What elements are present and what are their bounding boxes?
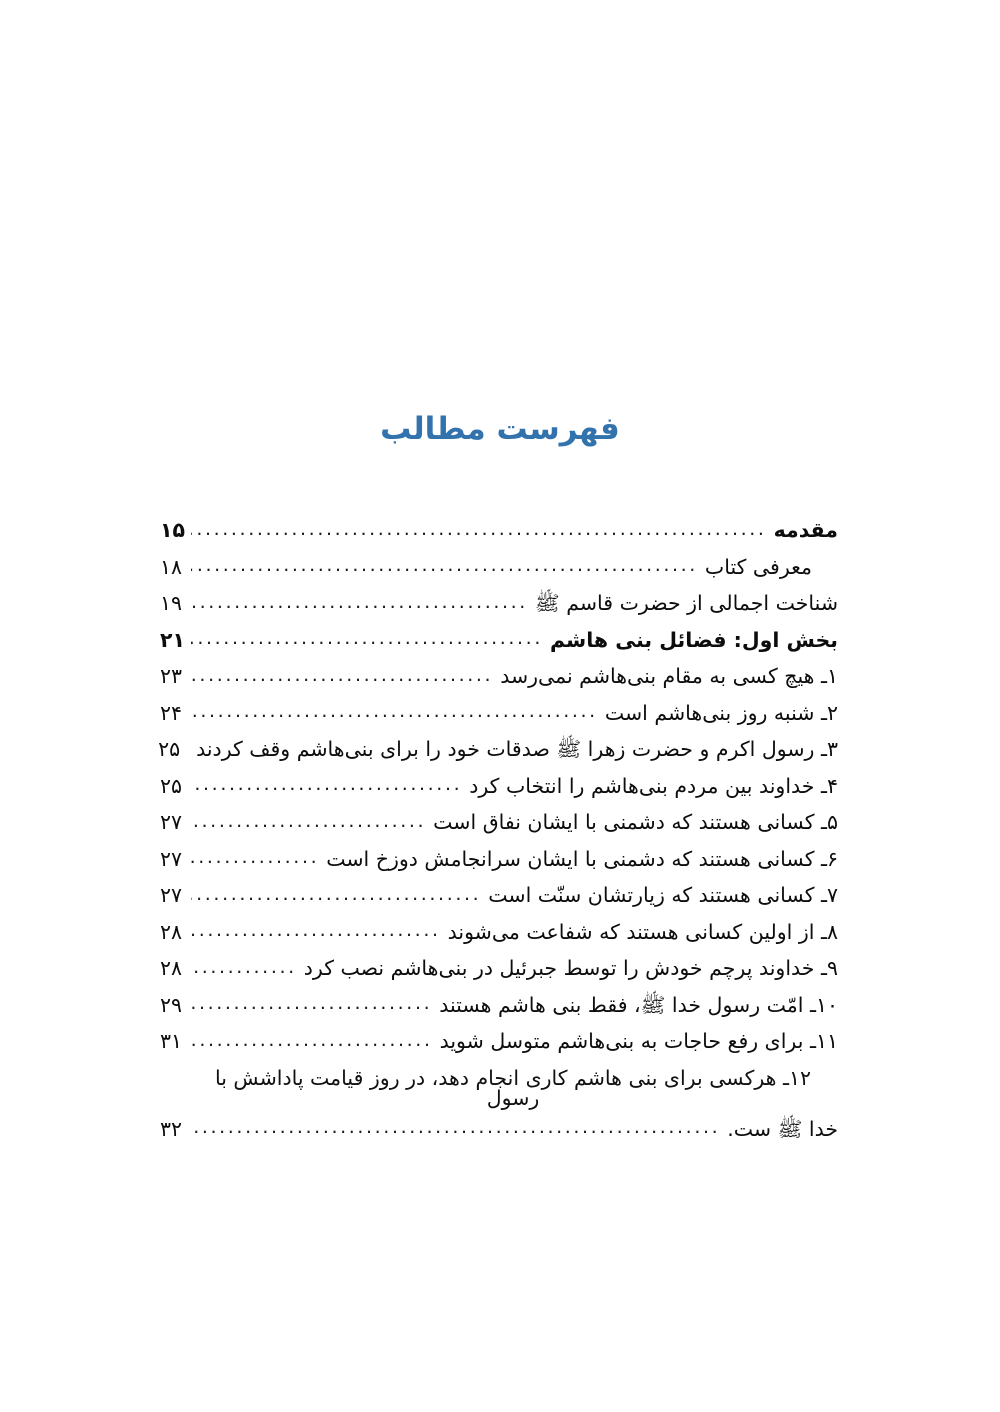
toc-entry-page: ۲۷ <box>160 810 183 834</box>
toc-entry-label: ۶ـ کسانی هستند که دشمنی با ایشان سرانجامش دوزخ است <box>326 846 838 871</box>
toc-entry-label: ۹ـ خداوند پرچم خودش را توسط جبرئیل در بنی‌هاشم نصب کرد <box>303 956 838 980</box>
toc-entry-page: ۲۷ <box>160 883 183 907</box>
toc-entry[interactable] <box>160 958 840 979</box>
toc-entry-page: ۲۵ <box>160 773 183 798</box>
toc-entry[interactable] <box>160 739 840 760</box>
toc-entry[interactable] <box>160 700 840 725</box>
toc-entry-wrapped-tail[interactable] <box>160 1116 840 1141</box>
dot-leader <box>191 593 528 614</box>
toc-entry[interactable] <box>160 919 840 944</box>
dot-leader <box>191 776 462 797</box>
dot-leader <box>191 666 493 687</box>
toc-entry-page: ۲۵ <box>158 737 181 761</box>
toc-entry[interactable] <box>160 627 840 652</box>
toc-entry-page: ۳۱ <box>160 1029 183 1053</box>
toc-entry-page: ۲۱ <box>160 627 186 652</box>
toc-entry-label: مقدمه <box>773 518 838 542</box>
toc-entry-label: معرفی کتاب <box>704 554 812 579</box>
table-of-contents-list <box>160 520 840 1155</box>
toc-entry-page: ۱۹ <box>160 591 183 615</box>
toc-entry-page: ۲۸ <box>160 919 183 944</box>
dot-leader <box>191 812 426 833</box>
toc-entry-page: ۲۷ <box>160 846 183 871</box>
toc-entry-label: ۸ـ از اولین کسانی هستند که شفاعت می‌شوند <box>447 919 838 944</box>
dot-leader <box>191 1031 433 1052</box>
toc-entry[interactable] <box>160 554 840 579</box>
toc-entry-label: ۱ـ هیچ کسی به مقام بنی‌هاشم نمی‌رسد <box>500 664 838 688</box>
dot-leader <box>191 630 543 651</box>
toc-entry-label: ۵ـ کسانی هستند که دشمنی با ایشان نفاق است <box>433 810 838 834</box>
toc-entry[interactable] <box>160 520 840 541</box>
toc-entry-label-line2: خدا ﷺ ست. <box>727 1116 838 1141</box>
toc-entry[interactable] <box>160 1031 840 1052</box>
toc-entry[interactable] <box>160 812 840 833</box>
toc-entry[interactable] <box>160 885 840 906</box>
toc-entry-label: ۲ـ شنبه روز بنی‌هاشم است <box>604 700 838 725</box>
toc-entry-label: ۷ـ کسانی هستند که زیارتشان سنّت است <box>488 883 838 907</box>
dot-leader <box>191 849 319 870</box>
dot-leader <box>191 995 432 1016</box>
toc-entry-page: ۲۸ <box>160 956 183 980</box>
toc-entry-label: ۱۱ـ برای رفع حاجات به بنی‌هاشم متوسل شوید <box>439 1029 838 1053</box>
toc-entry-page: ۱۸ <box>160 554 183 579</box>
toc-entry-page: ۲۴ <box>160 700 183 725</box>
toc-entry[interactable] <box>160 992 840 1017</box>
dot-leader <box>191 885 481 906</box>
dot-leader <box>191 520 767 541</box>
toc-entry-page: ۲۹ <box>160 992 183 1017</box>
toc-entry-page: ۱۵ <box>160 518 186 542</box>
dot-leader <box>191 958 297 979</box>
toc-entry-page: ۲۳ <box>160 664 183 688</box>
dot-leader <box>191 703 598 724</box>
toc-entry[interactable] <box>160 666 840 687</box>
toc-entry-label: شناخت اجمالی از حضرت قاسم ﷺ <box>534 591 838 615</box>
dot-leader <box>191 922 441 943</box>
toc-entry-label: ۳ـ رسول اکرم و حضرت زهرا ﷺ صدقات خود را برای بنی‌هاشم وقف کردند <box>196 737 838 761</box>
toc-entry[interactable] <box>160 773 840 798</box>
toc-entry[interactable] <box>160 593 840 614</box>
toc-entry-label-line1: ۱۲ـ هرکسی برای بنی هاشم کاری انجام دهد، در روز قیامت پاداشش با رسول <box>214 1065 812 1110</box>
dot-leader <box>191 1119 720 1140</box>
toc-entry-page: ۳۲ <box>160 1116 183 1141</box>
toc-entry-label: ۱۰ـ امّت رسول خدا ﷺ، فقط بنی هاشم هستند <box>439 992 838 1017</box>
toc-entry-label: ۴ـ خداوند بین مردم بنی‌هاشم را انتخاب کرد <box>469 773 838 798</box>
toc-entry[interactable] <box>160 846 840 871</box>
toc-entry-wrapped[interactable] <box>160 1065 840 1110</box>
toc-entry-label: بخش اول: فضائل بنی هاشم <box>549 627 838 652</box>
page-title: فهرست مطالب <box>380 411 620 447</box>
dot-leader <box>191 557 698 578</box>
